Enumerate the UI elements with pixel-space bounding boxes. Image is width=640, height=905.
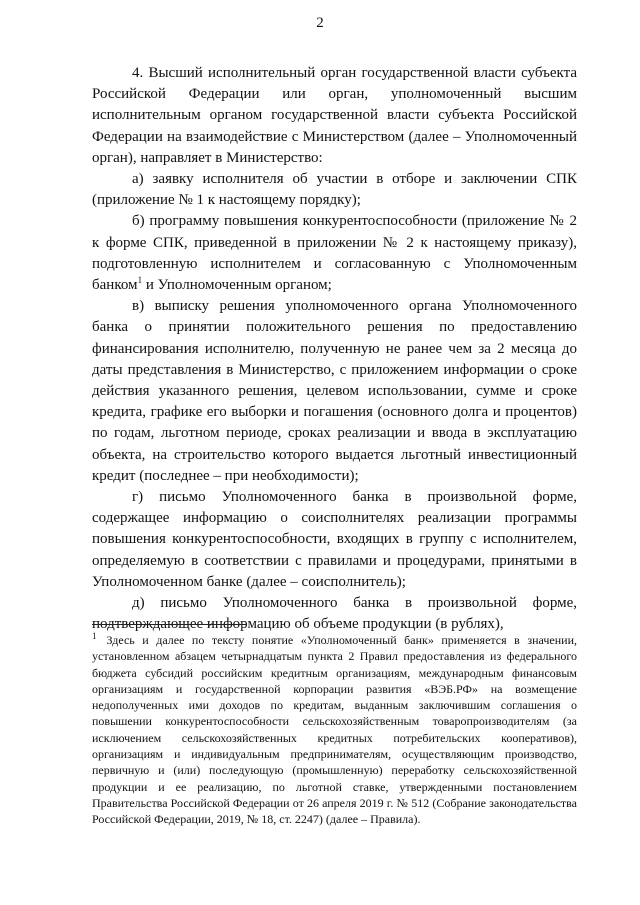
footnote-text-block: $^1$ Здесь и далее по тексту понятие «Уполномоченный банк» применяется в значении, установленном абзацем четырнадцатым пункта 2 Правил предоставления из федерального бюджета субсидий российским кредитным организациям, международным финансовым организациям и государственной корпорации развития «ВЭБ.РФ» на возмещение недополученных ими доходов по кредитам, выданным заключившим соглашения о повышении конкурентоспособности сельскохозяйственным товаропроизводителям (за исключением сельскохозяйственных кредитных потребительских кооперативов), организациям и индивидуальным предпринимателям, осуществляющим производство, первичную и (или) последующую (промышленную) переработку сельскохозяйственной продукции и ее реализацию, по льготной ставке, утвержденными постановлением Правительства Российской Федерации от 26 апреля 2019 г. № 512 (Собрание законодательства Российской Федерации, 2019, № 18, ст. 2247) (далее – Правила). [92, 631, 577, 827]
paragraph-subitem-a: а) заявку исполнителя об участии в отборе и заключении СПК (приложение № 1 к настоящему порядку); [92, 171, 577, 209]
paragraph-subitem-v: в) выписку решения уполномоченного органа Уполномоченного банка о принятии положительного решения по предоставлению финансирования исполнителю, полученную не ранее чем за 2 месяца до даты представления в Министерство, с приложением информации о сроке действия указанного решения, целевом использовании, сумме и сроке кредита, графике его выборки и погашения (основного долга и процентов) по годам, льготном периоде, сроках реализации и ввода в эксплуатацию объекта, на строительство которого выдается льготный инвестиционный кредит (последнее – при необходимости); [92, 298, 577, 484]
footnote-text: Здесь и далее по тексту понятие «Уполномоченный банк» применяется в значении, установленном абзацем четырнадцатым пункта 2 Правил предоставления из федерального бюджета субсидий российским кредитным организациям, международным финансовым организациям и государственной корпорации развития «ВЭБ.РФ» на возмещение недополученных ими доходов по кредитам, выданным заключившим соглашения о повышении конкурентоспособности сельскохозяйственным товаропроизводителям (за исключением сельскохозяйственных кредитных потребительских кооперативов), организациям и индивидуальным предпринимателям, осуществляющим производство, первичную и (или) последующую (промышленную) переработку сельскохозяйственной продукции и ее реализацию, по льготной ставке, утвержденными постановлением Правительства Российской Федерации от 26 апреля 2019 г. № 512 (Собрание законодательства Российской Федерации, 2019, № 18, ст. 2247) (далее – Правила). [92, 633, 577, 827]
paragraph-subitem-g: г) письмо Уполномоченного банка в произвольной форме, содержащее информацию о соисполнителях реализации программы повышения конкурентоспособности, входящих в группу с исполнителем, определяемую в соответствии с правилами и процедурами, принятыми в Уполномоченном банке (далее – соисполнитель); [92, 489, 577, 590]
paragraph-subitem-b-text-end: и Уполномоченным органом; [142, 277, 332, 294]
body-text [92, 63, 577, 635]
page-number: 2 [316, 15, 324, 31]
paragraph-subitem-d: д) письмо Уполномоченного банка в произвольной форме, подтверждающее информацию об объеме продукции (в рублях), [92, 595, 577, 633]
paragraph-subitem-b-text: б) программу повышения конкурентоспособности (приложение № 2 к форме СПК, приведенной в приложении № 2 к настоящему приказу), подготовленную исполнителем и согласованную с Уполномоченным банком [92, 213, 577, 294]
footnote-divider [92, 624, 247, 625]
footnote-reference: 1 [137, 275, 143, 286]
paragraph-item-4: 4. Высший исполнительный орган государственной власти субъекта Российской Федерации или орган, уполномоченный высшим исполнительным органом государственной власти субъекта Российской Федерации на взаимодействие с Министерством (далее – Уполномоченный орган), направляет в Министерство: [92, 65, 577, 166]
footnote [92, 632, 577, 828]
paragraph-subitem-b [92, 211, 577, 296]
